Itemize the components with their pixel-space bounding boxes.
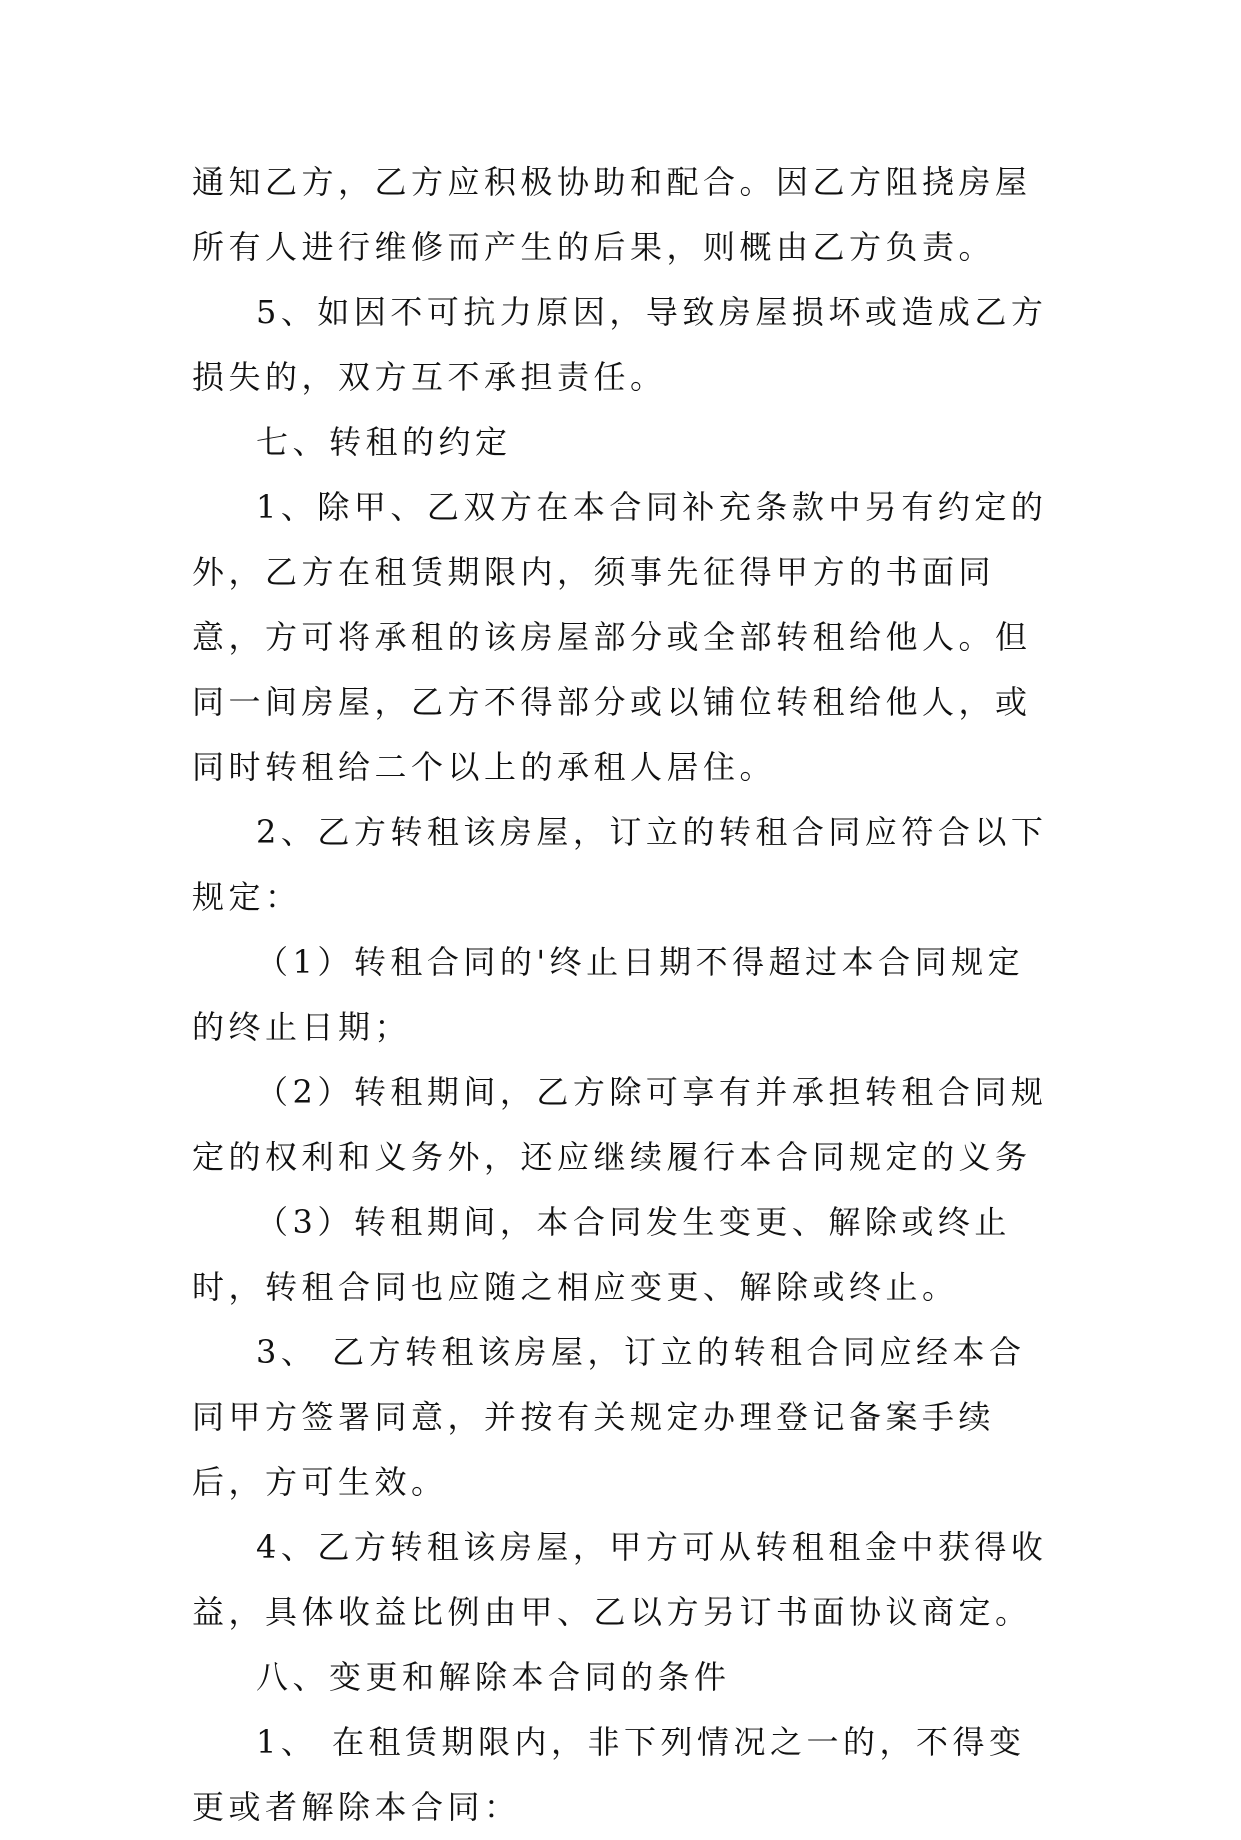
paragraph-sublease-rule-2: （2）转租期间，乙方除可享有并承担转租合同规定的权利和义务外，还应继续履行本合同规定的义务 xyxy=(192,1073,1048,1176)
paragraph-repair-notice: 通知乙方，乙方应积极协助和配合。因乙方阻挠房屋所有人进行维修而产生的后果，则概由乙方负责。 xyxy=(192,163,1032,266)
section-heading-termination: 八、变更和解除本合同的条件 xyxy=(256,1658,731,1696)
paragraph-sublease-rule-3: （3）转租期间，本合同发生变更、解除或终止时，转租合同也应随之相应变更、解除或终止。 xyxy=(192,1203,1011,1306)
paragraph-sublease-consent: 1、除甲、乙双方在本合同补充条款中另有约定的外，乙方在租赁期限内，须事先征得甲方的书面同意，方可将承租的该房屋部分或全部转租给他人。但同一间房屋，乙方不得部分或以铺位转租给他人，或同时转租给二个以上的承租人居住。 xyxy=(192,488,1048,786)
paragraph-sublease-registration: 3、 乙方转租该房屋，订立的转租合同应经本合同甲方签署同意，并按有关规定办理登记备案手续后，方可生效。 xyxy=(192,1333,1026,1501)
paragraph-sublease-income: 4、乙方转租该房屋，甲方可从转租租金中获得收益，具体收益比例由甲、乙以方另订书面协议商定。 xyxy=(192,1528,1048,1631)
document-body xyxy=(192,150,1052,1840)
paragraph-sublease-rules: 2、乙方转租该房屋，订立的转租合同应符合以下规定： xyxy=(192,813,1048,916)
paragraph-sublease-rule-1: （1）转租合同的'终止日期不得超过本合同规定的终止日期； xyxy=(192,943,1025,1046)
paragraph-termination-conditions: 1、 在租赁期限内，非下列情况之一的，不得变更或者解除本合同： xyxy=(192,1723,1026,1826)
paragraph-force-majeure: 5、如因不可抗力原因，导致房屋损坏或造成乙方损失的，双方互不承担责任。 xyxy=(192,293,1048,396)
section-heading-sublease: 七、转租的约定 xyxy=(256,423,512,461)
